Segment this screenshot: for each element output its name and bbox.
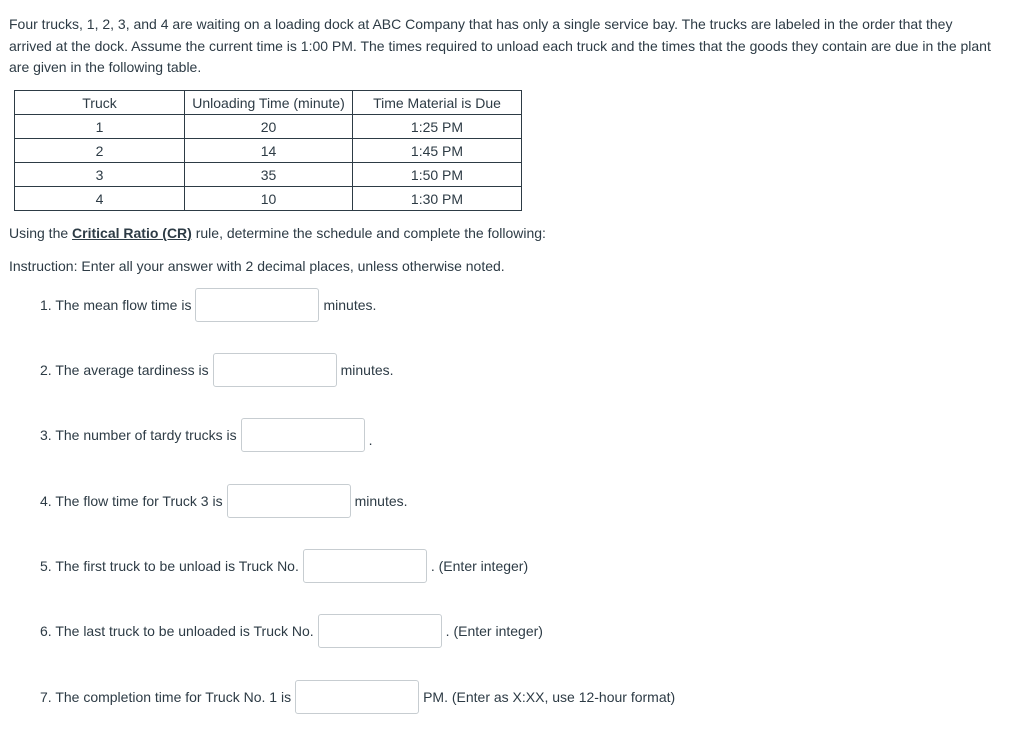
- question-3: [40, 418, 373, 452]
- question-1: [40, 288, 376, 322]
- answer-instruction: Instruction: Enter all your answer with 2 decimal places, unless otherwise noted.: [9, 258, 505, 274]
- cell-unloading-time: 10: [185, 187, 353, 211]
- truck-table: [14, 90, 522, 211]
- last-truck-input[interactable]: [318, 614, 442, 648]
- cell-truck: 1: [15, 115, 185, 139]
- question-6-label: 6. The last truck to be unloaded is Truck No.: [40, 623, 314, 639]
- cell-truck: 2: [15, 139, 185, 163]
- cell-due-time: 1:30 PM: [353, 187, 522, 211]
- question-7-label: 7. The completion time for Truck No. 1 is: [40, 689, 292, 705]
- column-header-truck: Truck: [15, 91, 185, 115]
- question-1-label: 1. The mean flow time is: [40, 297, 192, 313]
- cell-due-time: 1:45 PM: [353, 139, 522, 163]
- rule-suffix: rule, determine the schedule and complete the following:: [191, 225, 546, 241]
- cell-due-time: 1:25 PM: [353, 115, 522, 139]
- question-2: [40, 353, 394, 387]
- question-1-suffix: minutes.: [323, 297, 377, 313]
- question-5-label: 5. The first truck to be unload is Truck No.: [40, 558, 299, 574]
- mean-flow-time-input[interactable]: [195, 288, 319, 322]
- question-4-label: 4. The flow time for Truck 3 is: [40, 493, 223, 509]
- first-truck-input[interactable]: [303, 549, 427, 583]
- rule-instruction: [9, 225, 546, 241]
- question-2-label: 2. The average tardiness is: [40, 362, 209, 378]
- truck-3-flow-time-input[interactable]: [227, 484, 351, 518]
- average-tardiness-input[interactable]: [213, 353, 337, 387]
- cell-unloading-time: 14: [185, 139, 353, 163]
- problem-statement: Four trucks, 1, 2, 3, and 4 are waiting on a loading dock at ABC Company that has only a single service bay. The trucks are labeled in the order that they arrived at the dock. Assume the current time is 1:00 PM. The times required to unload each truck and the times that the goods they contain are due in the plant are given in the following table.: [9, 16, 991, 75]
- question-2-suffix: minutes.: [340, 362, 394, 378]
- truck-1-completion-time-input[interactable]: [295, 680, 419, 714]
- rule-prefix: Using the: [9, 225, 73, 241]
- question-7-suffix: PM. (Enter as X:XX, use 12-hour format): [423, 689, 676, 705]
- table-row: [15, 163, 522, 187]
- table-row: [15, 187, 522, 211]
- critical-ratio-link[interactable]: Critical Ratio (CR): [72, 225, 192, 241]
- column-header-due-time: Time Material is Due: [353, 91, 522, 115]
- cell-truck: 4: [15, 187, 185, 211]
- column-header-unloading-time: Unloading Time (minute): [185, 91, 353, 115]
- question-6-suffix: . (Enter integer): [445, 623, 543, 639]
- question-4-suffix: minutes.: [354, 493, 408, 509]
- question-6: [40, 614, 543, 648]
- table-row: [15, 115, 522, 139]
- question-3-label: 3. The number of tardy trucks is: [40, 427, 237, 443]
- cell-truck: 3: [15, 163, 185, 187]
- question-7: [40, 680, 675, 714]
- table-header-row: [15, 91, 522, 115]
- question-5: [40, 549, 528, 583]
- question-5-suffix: . (Enter integer): [430, 558, 529, 574]
- question-4: [40, 484, 408, 518]
- cell-due-time: 1:50 PM: [353, 163, 522, 187]
- table-row: [15, 139, 522, 163]
- cell-unloading-time: 35: [185, 163, 353, 187]
- tardy-trucks-input[interactable]: [241, 418, 365, 452]
- cell-unloading-time: 20: [185, 115, 353, 139]
- question-3-suffix: .: [368, 432, 373, 448]
